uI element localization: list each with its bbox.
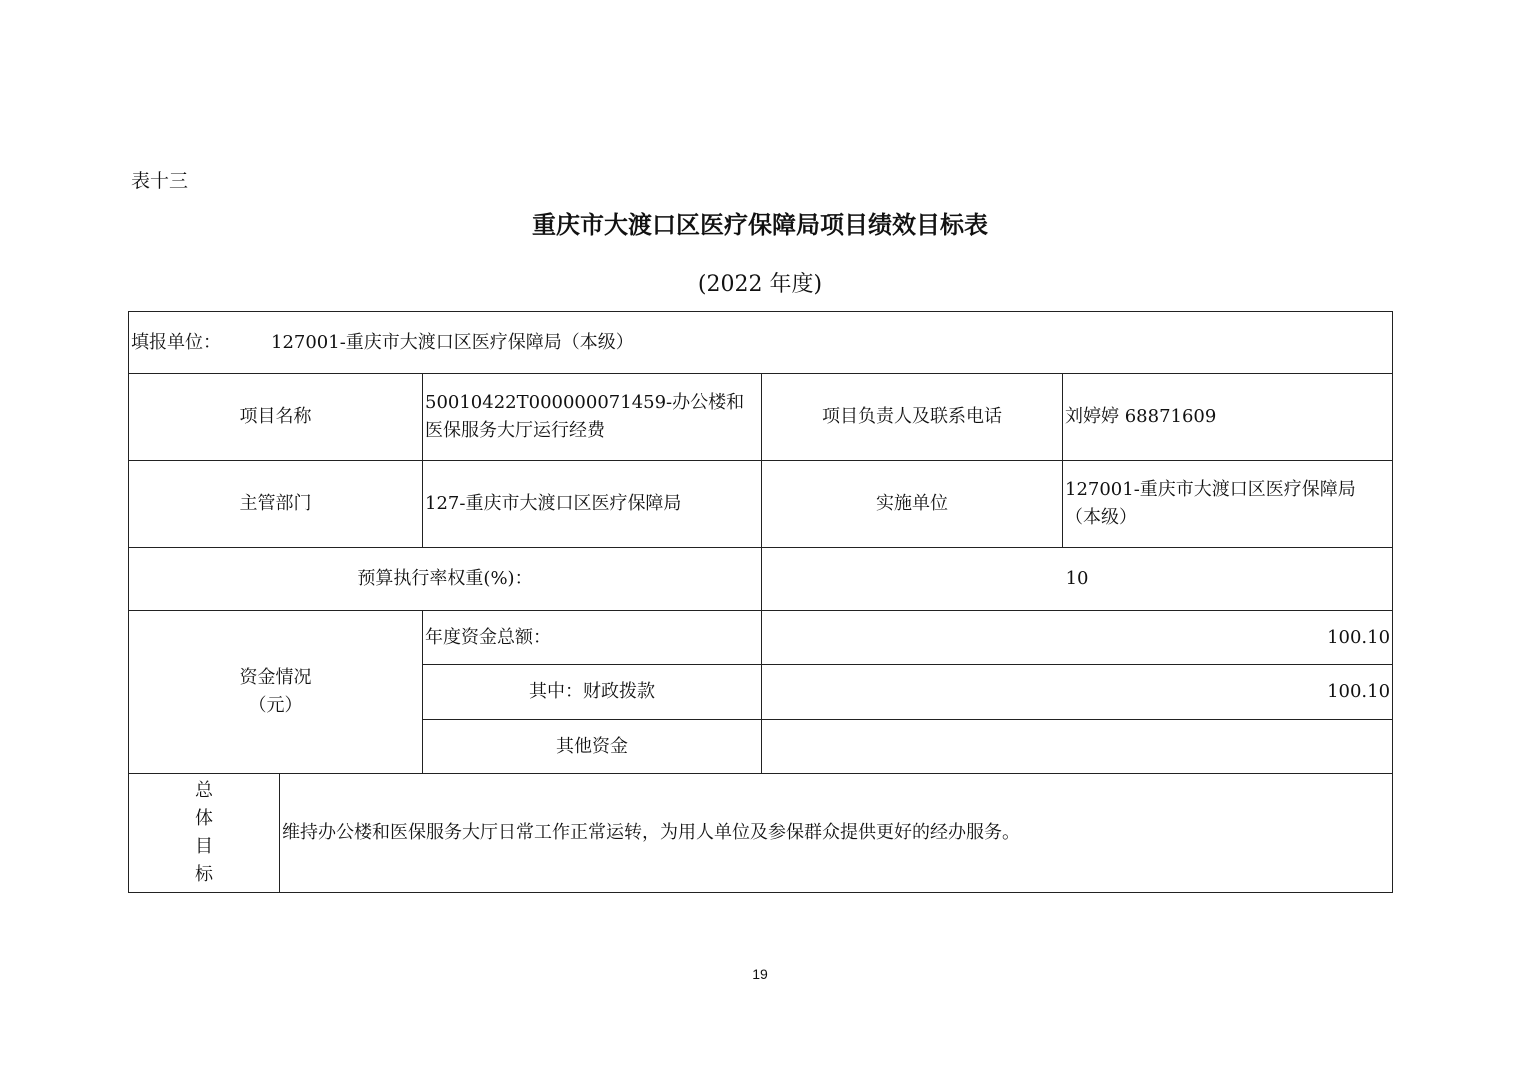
funds-label-line2: （元） bbox=[248, 695, 303, 716]
fiscal-label: 其中：财政拨款 bbox=[423, 665, 762, 720]
funds-label bbox=[129, 611, 423, 774]
other-funds-value bbox=[762, 720, 1393, 774]
implementing-unit-label: 实施单位 bbox=[762, 461, 1063, 548]
reporting-unit-cell bbox=[129, 312, 1393, 374]
overall-goal-row bbox=[129, 774, 1393, 893]
goal-label-char: 体 bbox=[195, 808, 213, 829]
annual-total-label: 年度资金总额： bbox=[423, 611, 762, 665]
department-value: 127-重庆市大渡口区医疗保障局 bbox=[423, 461, 762, 548]
project-name-label: 项目名称 bbox=[129, 374, 423, 461]
goal-label-char: 目 bbox=[195, 836, 213, 857]
goal-label-char: 标 bbox=[195, 864, 213, 885]
annual-total-row bbox=[129, 611, 1393, 665]
performance-target-table bbox=[128, 311, 1393, 893]
project-name-value: 50010422T000000071459-办公楼和医保服务大厅运行经费 bbox=[423, 374, 762, 461]
table-number: 表十三 bbox=[131, 170, 189, 192]
budget-weight-value: 10 bbox=[762, 548, 1393, 611]
reporting-unit-row bbox=[129, 312, 1393, 374]
contact-value: 刘婷婷 68871609 bbox=[1063, 374, 1393, 461]
implementing-unit-value: 127001-重庆市大渡口区医疗保障局（本级） bbox=[1063, 461, 1393, 548]
annual-total-value: 100.10 bbox=[762, 611, 1393, 665]
document-year: (2022 年度) bbox=[697, 272, 823, 297]
goal-label-char: 总 bbox=[195, 780, 213, 801]
budget-weight-row bbox=[129, 548, 1393, 611]
department-label: 主管部门 bbox=[129, 461, 423, 548]
other-funds-label: 其他资金 bbox=[423, 720, 762, 774]
department-row bbox=[129, 461, 1393, 548]
page-number: 19 bbox=[752, 966, 768, 982]
reporting-unit-value: 127001-重庆市大渡口区医疗保障局（本级） bbox=[271, 331, 634, 353]
project-name-row bbox=[129, 374, 1393, 461]
contact-label: 项目负责人及联系电话 bbox=[762, 374, 1063, 461]
document-title: 重庆市大渡口区医疗保障局项目绩效目标表 bbox=[532, 211, 988, 239]
reporting-unit-label: 填报单位： bbox=[131, 331, 221, 353]
fiscal-value: 100.10 bbox=[762, 665, 1393, 720]
funds-label-line1: 资金情况 bbox=[239, 667, 312, 688]
overall-goal-value: 维持办公楼和医保服务大厅日常工作正常运转，为用人单位及参保群众提供更好的经办服务。 bbox=[280, 774, 1393, 893]
overall-goal-label bbox=[129, 774, 280, 893]
budget-weight-label: 预算执行率权重(%)： bbox=[129, 548, 762, 611]
